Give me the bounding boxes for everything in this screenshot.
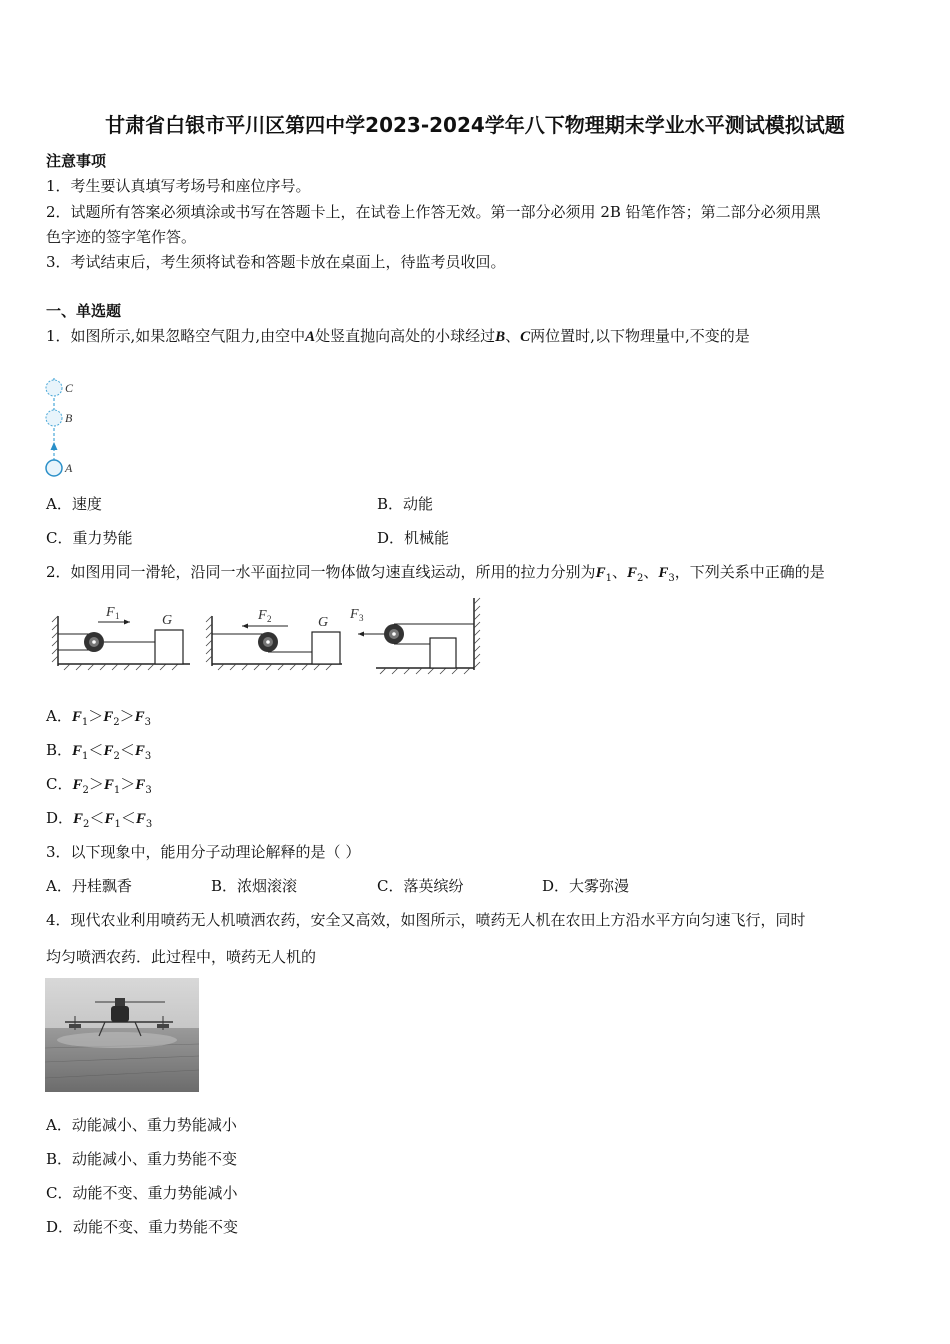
q1-option-c[interactable]: C．重力势能	[46, 529, 133, 547]
q2-figure-3	[358, 598, 480, 674]
q1-stem-b: 处竖直抛向高处的小球经过	[315, 327, 496, 345]
notice-item-2-cont: 色字迹的签字笔作答。	[46, 228, 197, 246]
q2-f1: F	[595, 565, 606, 581]
q1-stem	[46, 326, 750, 347]
q2-f2-sub: 2	[636, 573, 644, 584]
q4-option-a[interactable]: A．动能减小、重力势能减小	[46, 1116, 237, 1134]
q3-option-b[interactable]: B．浓烟滚滚	[211, 877, 298, 895]
q4-option-c[interactable]: C．动能不变、重力势能减小	[46, 1184, 238, 1202]
q1-option-d[interactable]: D．机械能	[377, 529, 450, 547]
q2-pulley-figure	[50, 594, 500, 684]
q3-option-d[interactable]: D．大雾弥漫	[542, 877, 630, 895]
q1-var-a: A	[305, 329, 316, 345]
q2-fig-label-f2-sub: 2	[267, 614, 272, 624]
q2-fig-label-f2: F	[258, 608, 267, 623]
notice-item-1: 1．考生要认真填写考场号和座位序号。	[46, 177, 311, 195]
q2-fig-label-f1-sub: 1	[115, 611, 120, 621]
q1-option-a[interactable]: A．速度	[46, 495, 102, 513]
q1-sep: 、	[505, 327, 521, 345]
q1-ball-b	[46, 410, 62, 426]
notice-item-3: 3．考试结束后，考生须将试卷和答题卡放在桌面上，待监考员收回。	[46, 253, 506, 271]
q1-label-b: B	[65, 411, 73, 425]
q1-ball-a	[46, 460, 62, 476]
q4-option-b[interactable]: B．动能减小、重力势能不变	[46, 1150, 238, 1168]
section-heading: 一、单选题	[46, 302, 122, 320]
q1-arrow-icon	[51, 442, 58, 450]
q3-option-c[interactable]: C．落英缤纷	[377, 877, 464, 895]
q1-ball-figure	[40, 372, 100, 484]
notice-heading: 注意事项	[46, 152, 107, 170]
q2-fig-label-f3: F	[350, 607, 359, 622]
q1-option-b[interactable]: B．动能	[377, 495, 434, 513]
notice-item-2: 2．试题所有答案必须填涂或书写在答题卡上，在试卷上作答无效。第一部分必须用 2B 铅笔作答；第二部分必须用黑	[46, 203, 821, 221]
q4-option-d[interactable]: D．动能不变、重力势能不变	[46, 1218, 239, 1236]
q2-stem-b: ，下列关系中正确的是	[674, 563, 825, 581]
q2-option-c[interactable]: C．$F_2>F_1>F_3$	[46, 775, 152, 796]
q2-option-b[interactable]: B．$F_1<F_2<F_3$	[46, 741, 152, 762]
q2-stem	[46, 562, 825, 583]
q4-stem-line-1: 4．现代农业利用喷药无人机喷洒农药，安全又高效，如图所示，喷药无人机在农田上方沿水平方向匀速飞行，同时	[46, 911, 806, 929]
q1-stem-a: 1．如图所示,如果忽略空气阻力,由空中	[46, 327, 306, 345]
q3-stem: 3．以下现象中，能用分子动理论解释的是（ ）	[46, 843, 361, 861]
q2-fig-label-g2: G	[318, 615, 329, 630]
q4-drone-photo	[45, 978, 199, 1092]
q2-fig-label-f3-sub: 3	[359, 613, 364, 623]
q2-fig-label-g1: G	[162, 613, 173, 628]
q1-label-c: C	[65, 381, 74, 395]
q1-label-a: A	[65, 461, 73, 475]
q1-var-c: C	[520, 329, 531, 345]
page-title: 甘肃省白银市平川区第四中学2023-2024学年八下物理期末学业水平测试模拟试题	[105, 113, 845, 137]
q2-f3: F	[658, 565, 669, 581]
q2-f2: F	[626, 565, 637, 581]
q2-sep2: 、	[643, 563, 659, 581]
q1-ball-c	[46, 380, 62, 396]
q2-f1-sub: 1	[605, 573, 612, 584]
q2-option-a[interactable]: A．$F_1>F_2>F_3$	[46, 707, 152, 728]
q1-stem-c: 两位置时,以下物理量中,不变的是	[530, 327, 750, 345]
q2-f3-sub: 3	[668, 573, 675, 584]
q3-option-a[interactable]: A．丹桂飘香	[46, 877, 132, 895]
q1-var-b: B	[495, 329, 506, 345]
q2-sep1: 、	[611, 563, 627, 581]
q4-stem-line-2: 均匀喷洒农药．此过程中，喷药无人机的	[46, 948, 317, 966]
q2-fig-label-f1: F	[106, 605, 115, 620]
q2-option-d[interactable]: D．$F_2<F_1<F_3$	[46, 809, 153, 830]
q2-stem-a: 2．如图用同一滑轮，沿同一水平面拉同一物体做匀速直线运动，所用的拉力分别为	[46, 563, 596, 581]
